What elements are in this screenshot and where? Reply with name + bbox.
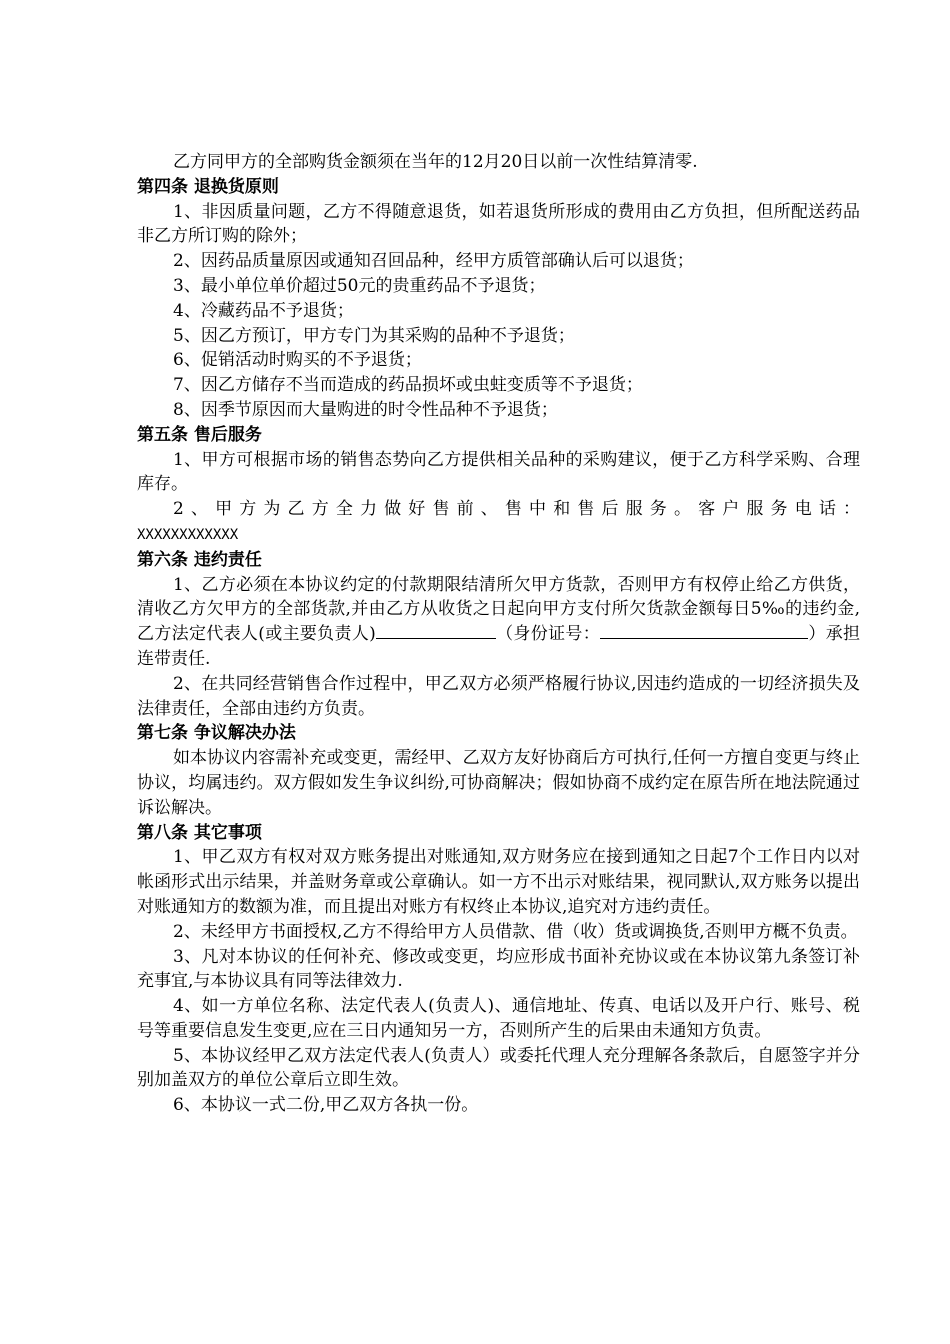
article-7-text: 如本协议内容需补充或变更，需经甲、乙双方友好协商后方可执行,任何一方擅自变更与终止协议，均属违约。双方假如发生争议纠纷,可协商解决；假如协商不成约定在原告所在地法院通过诉讼解决。 [137, 748, 860, 818]
joint-liability-text: ）承担连带责任. [137, 624, 861, 669]
article-4-heading: 第四条 退换货原则 [137, 176, 279, 197]
article-5-heading: 第五条 售后服务 [137, 424, 262, 445]
article-5-item-service-text: 2、甲方为乙方全力做好售前、售中和售后服务。客户服务电话： [173, 499, 860, 520]
article-8-item: 4、如一方单位名称、法定代表人(负责人)、通信地址、传真、电话以及开户行、账号、税号等重要信息发生变更,应在三日内通知另一方，否则所产生的后果由未通知方负责。 [137, 996, 860, 1041]
article-4-item: 8、因季节原因而大量购进的时令性品种不予退货； [173, 399, 558, 420]
article-4-item: 2、因药品质量原因或通知召回品种，经甲方质管部确认后可以退货； [173, 251, 694, 272]
article-8-heading: 第八条 其它事项 [137, 822, 262, 843]
article-4-item: 1、非因质量问题，乙方不得随意退货，如若退货所形成的费用由乙方负担，但所配送药品非乙方所订购的除外； [137, 201, 860, 247]
settlement-clause: 乙方同甲方的全部购货金额须在当年的12月20日以前一次性结算清零. [173, 152, 698, 172]
article-5-item: 1、甲方可根据市场的销售态势向乙方提供相关品种的采购建议，便于乙方科学采购、合理库存。 [137, 449, 860, 495]
representative-name-blank [376, 624, 496, 639]
article-7-heading: 第七条 争议解决办法 [137, 723, 296, 744]
article-6-item-1 [137, 573, 860, 672]
article-4-item: 3、最小单位单价超过50元的贵重药品不予退货； [173, 275, 546, 296]
phone-number: XXXXXXXXXXXX [137, 526, 239, 543]
article-8-item: 5、本协议经甲乙双方法定代表人(负责人）或委托代理人充分理解各条款后，自愿签字并分别加盖双方的单位公章后立即生效。 [137, 1045, 860, 1091]
article-6-item-2: 2、在共同经营销售合作过程中，甲乙双方必须严格履行协议,因违约造成的一切经济损失及法律责任，全部由违约方负责。 [137, 673, 860, 719]
article-4-item: 4、冷藏药品不予退货； [173, 300, 354, 321]
article-8-item: 2、未经甲方书面授权,乙方不得给甲方人员借款、借（收）货或调换货,否则甲方概不负责。 [173, 921, 858, 942]
article-4-item: 7、因乙方储存不当而造成的药品损坏或虫蛀变质等不予退货； [173, 375, 643, 396]
article-6-heading: 第六条 违约责任 [137, 549, 262, 570]
article-8-item: 6、本协议一式二份,甲乙双方各执一份。 [173, 1095, 479, 1116]
article-4-item: 6、促销活动时购买的不予退货； [173, 350, 422, 371]
customer-service-phone [137, 522, 860, 548]
id-number-blank [600, 624, 808, 639]
article-4-item: 5、因乙方预订，甲方专门为其采购的品种不予退货； [173, 325, 575, 346]
article-8-item: 1、甲乙双方有权对双方账务提出对账通知,双方财务应在接到通知之日起7个工作日内以对帐函形式出示结果，并盖财务章或公章确认。如一方不出示对账结果，视同默认,双方账务以提出对账通知方的数额为准，而且提出对账方有权终止本协议,追究对方违约责任。 [137, 847, 860, 917]
id-number-label: （身份证号： [495, 624, 601, 645]
article-6-item-1-text: 1、乙方必须在本协议约定的付款期限结清所欠甲方货款，否则甲方有权停止给乙方供货，清收乙方欠甲方的全部货款,并由乙方从收货之日起向甲方支付所欠货款金额每日5‰的违约金,乙方法定代表人(或主要负责人) [137, 574, 860, 645]
article-8-item: 3、凡对本协议的任何补充、修改或变更，均应形成书面补充协议或在本协议第九条签订补充事宜,与本协议具有同等法律效力. [137, 946, 860, 992]
